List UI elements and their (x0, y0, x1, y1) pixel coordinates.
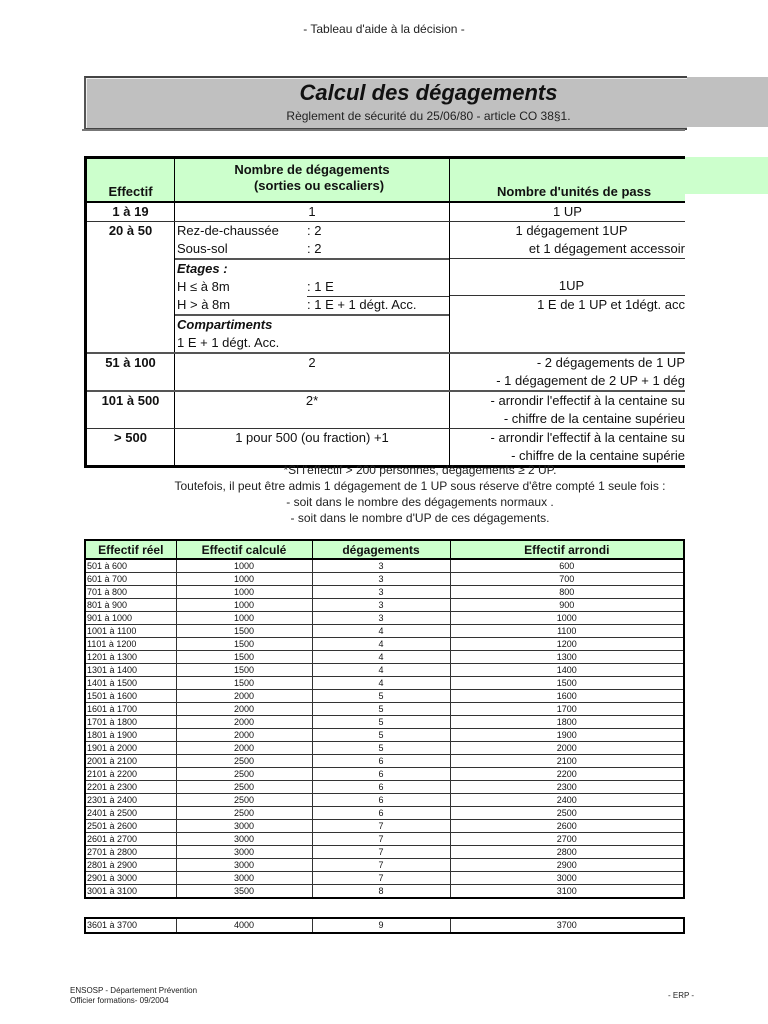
table-row: 3001 à 3100 3500 8 3100 (85, 885, 684, 899)
table-row: 1001 à 1100 1500 4 1100 (85, 625, 684, 638)
footer-left: ENSOSP - Département Prévention Officier formations- 09/2004 (70, 986, 198, 1005)
rules-row: > 500 1 pour 500 (ou fraction) +1 - arrondir l'effectif à la centaine su - chiffre de la centaine supérie (86, 429, 686, 467)
table-row: 601 à 700 1000 3 700 (85, 573, 684, 586)
effectif-table (84, 539, 685, 899)
table-row: 1601 à 1700 2000 5 1700 (85, 703, 684, 716)
table-row: 501 à 600 1000 3 600 (85, 559, 684, 573)
table-row: 1201 à 1300 1500 4 1300 (85, 651, 684, 664)
header-effectif-calcule: Effectif calculé (176, 540, 312, 559)
effectif-table-header (85, 540, 684, 559)
title-underline (82, 129, 685, 131)
rules-table (84, 156, 685, 468)
table-row: 2901 à 3000 3000 7 3000 (85, 872, 684, 885)
title-banner (84, 76, 687, 130)
effectif-table-extra (84, 917, 685, 934)
table-row: 1101 à 1200 1500 4 1200 (85, 638, 684, 651)
table-row: 2701 à 2800 3000 7 2800 (85, 846, 684, 859)
table-row: 701 à 800 1000 3 800 (85, 586, 684, 599)
table-row: 1801 à 1900 2000 5 1900 (85, 729, 684, 742)
effectif-table-body (85, 559, 684, 898)
header-degagements: dégagements (312, 540, 450, 559)
footer-right: - ERP - (668, 991, 695, 1000)
header-effectif-reel: Effectif réel (85, 540, 176, 559)
notes: *Si l'effectif > 200 personnes, dégagements ≥ 2 UP. Toutefois, il peut être admis 1 dégagement de 1 UP sous réserve d'être compté 1 seule fois : - soit dans le nombre des dégagements normaux . - soit dans le nombre d'UP de ces dégagements. (174, 463, 666, 525)
table-row: 1901 à 2000 2000 5 2000 (85, 742, 684, 755)
table-row: 1401 à 1500 1500 4 1500 (85, 677, 684, 690)
table-row: 2801 à 2900 3000 7 2900 (85, 859, 684, 872)
rules-row: 20 à 50 Rez-de-chaussée : 2 Sous-sol : 2 Etages : H ≤ à 8m : 1 E H > à 8m : 1 E + 1 dégt. Acc. Compartiments 1 E + 1 dégt. Acc. 1 dégagement 1UP et 1 dégagement accessoir 1UP 1 E de 1 UP et 1dégt. acc (86, 222, 686, 354)
table-row: 2201 à 2300 2500 6 2300 (85, 781, 684, 794)
rules-row: 51 à 100 2 - 2 dégagements de 1 UP - 1 dégagement de 2 UP + 1 dég (86, 353, 686, 391)
table-row: 2101 à 2200 2500 6 2200 (85, 768, 684, 781)
header-green-extension (685, 157, 768, 194)
table-row: 2601 à 2700 3000 7 2700 (85, 833, 684, 846)
table-row: 1501 à 1600 2000 5 1600 (85, 690, 684, 703)
table-row: 2301 à 2400 2500 6 2400 (85, 794, 684, 807)
page-title: Calcul des dégagements (299, 80, 558, 105)
table-row: 2501 à 2600 3000 7 2600 (85, 820, 684, 833)
header-effectif: Effectif (86, 158, 175, 203)
page-header: - Tableau d'aide à la décision - (303, 22, 465, 36)
header-nombre: Nombre de dégagements (sorties ou escaliers) (175, 158, 450, 203)
header-effectif-arrondi: Effectif arrondi (450, 540, 684, 559)
table-row: 1701 à 1800 2000 5 1800 (85, 716, 684, 729)
table-row: 2401 à 2500 2500 6 2500 (85, 807, 684, 820)
rules-header-row (86, 158, 686, 203)
rules-row: 101 à 500 2* - arrondir l'effectif à la centaine su - chiffre de la centaine supérieu (86, 391, 686, 429)
header-up: Nombre d'unités de pass (450, 158, 686, 203)
table-row: 801 à 900 1000 3 900 (85, 599, 684, 612)
table-row: 3601 à 3700 4000 9 3700 (85, 918, 684, 933)
table-row: 1301 à 1400 1500 4 1400 (85, 664, 684, 677)
table-row: 901 à 1000 1000 3 1000 (85, 612, 684, 625)
table-row: 2001 à 2100 2500 6 2100 (85, 755, 684, 768)
page-subtitle: Règlement de sécurité du 25/06/80 - article CO 38§1. (286, 109, 571, 123)
rules-row: 1 à 19 1 1 UP (86, 202, 686, 222)
